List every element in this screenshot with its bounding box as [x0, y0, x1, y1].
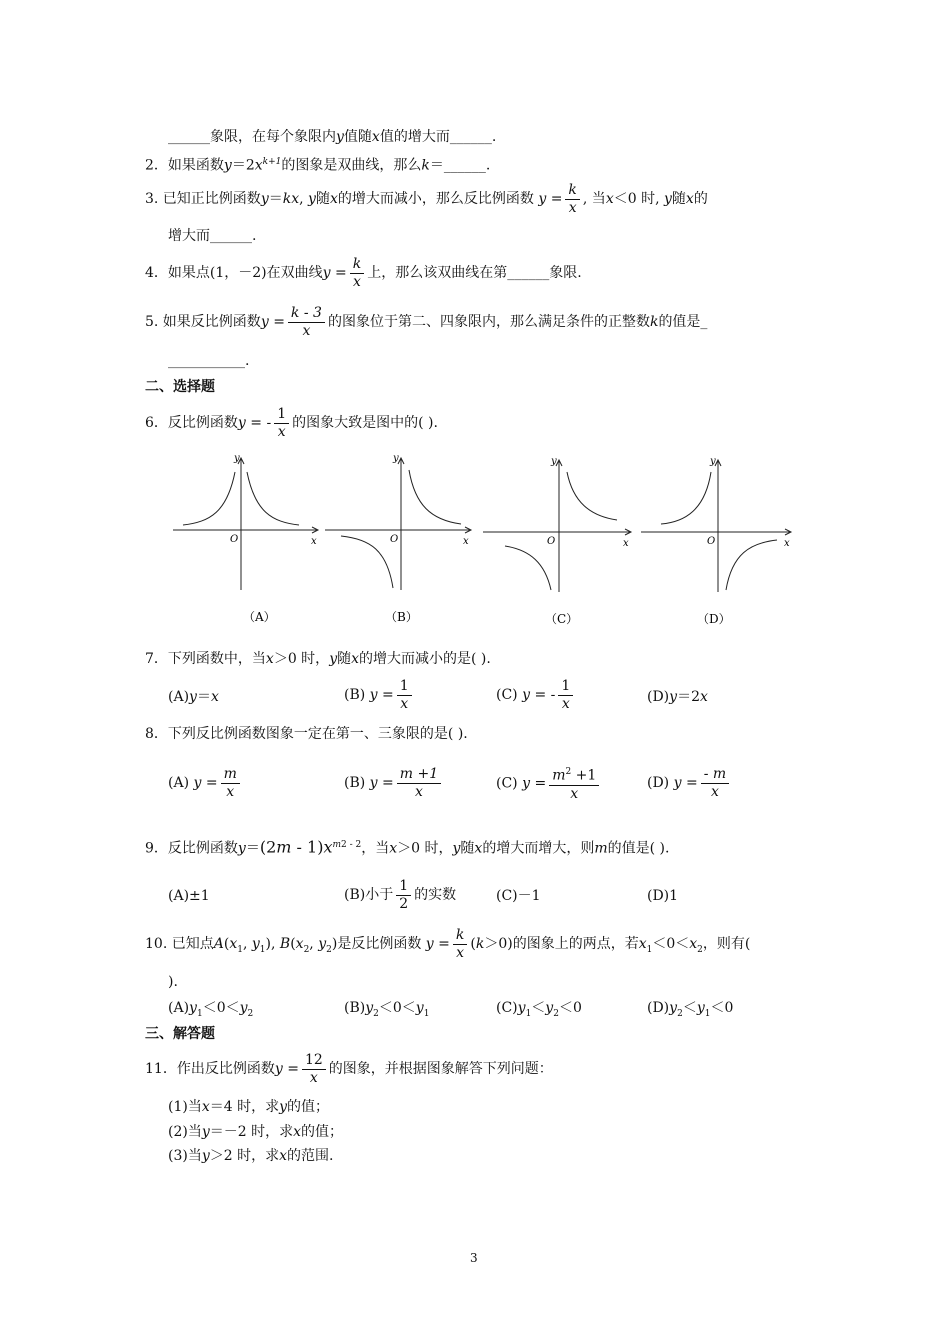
graph-b-label: （B） [385, 610, 418, 624]
q10-option-b: $(B)y_2<0<y_1$ [344, 1000, 430, 1019]
q9-option-b: (B)小于 $\frac{1}{2}$ 的实数 [344, 877, 457, 912]
q9-option-a: (A)±1 [168, 888, 210, 904]
fraction: $\frac{1}{2}$ [396, 878, 411, 913]
graph-c-origin: O [547, 536, 556, 547]
graph-a-label: （A） [243, 610, 276, 624]
question-5: 5. 如果反比例函数y = $\frac{k - 3}{x}$ 的图象位于第二、四象限内，那么满足条件的正整数k的值是_ [145, 304, 708, 339]
section-heading-choice: 二、选择题 [145, 379, 215, 395]
graph-a [173, 458, 318, 590]
fraction: $\frac{k - 3}{x}$ [288, 305, 325, 340]
question-7: 7．下列函数中，当x＞0 时，y随x的增大而减小的是( ). [145, 651, 491, 667]
fraction: $\frac{1}{x}$ [274, 406, 289, 441]
fraction: $\frac{1}{x}$ [397, 678, 412, 713]
section-heading-answer: 三、解答题 [145, 1026, 215, 1042]
graph-d-origin: O [707, 536, 716, 547]
graph-d-label: （D） [697, 612, 731, 626]
q9-option-c: (C)－1 [496, 888, 541, 904]
question-4: 4．如果点(1，－2)在双曲线y = $\frac{k}{x}$ 上，那么该双曲线在第______象限. [145, 255, 582, 290]
q8-option-a: (A) y = $\frac{m}{x}$ [168, 764, 243, 802]
graph-c-label: （C） [545, 612, 579, 626]
q9-option-d: (D)1 [647, 888, 679, 904]
fraction: $\frac{1}{x}$ [558, 678, 573, 713]
q8-option-d: (D) y = $\frac{- m}{x}$ [647, 764, 732, 802]
fraction: $\frac{k}{x}$ [453, 927, 467, 962]
question-8: 8．下列反比例函数图象一定在第一、三象限的是( ). [145, 726, 468, 742]
fraction: $\frac{- m}{x}$ [701, 766, 729, 801]
q7-option-c: (C) y = - $\frac{1}{x}$ [496, 676, 576, 714]
q11-part-3: (3)当y＞2 时，求x的范围. [168, 1148, 334, 1164]
graph-a-y: y [234, 453, 240, 464]
graph-d-y: y [710, 456, 716, 467]
question-10-line2: ). [168, 974, 178, 990]
q7-option-a: (A)y＝x [168, 689, 219, 705]
graph-c-y: y [551, 456, 557, 467]
graph-c-x: x [623, 538, 629, 549]
fraction: $\frac{12}{x}$ [302, 1052, 326, 1087]
q11-part-2: (2)当y＝－2 时，求x的值； [168, 1124, 344, 1140]
question-10: 10. 已知点$A(x_1$, $y_1$), $B(x_2$, $y_2$)是反比例函数 y = $\frac{k}{x}$ (k＞0)的图象上的两点，若$x_1<0<x_2$，则有( [145, 926, 751, 961]
graph-a-origin: O [230, 534, 239, 545]
graph-b [325, 458, 471, 590]
fraction: $\frac{m^2 +1}{x}$ [549, 764, 599, 803]
q8-option-b: (B) y = $\frac{m +1}{x}$ [344, 764, 444, 802]
question-9: 9．反比例函数$y=(2m - 1)x^{m2 - 2}$，当x＞0 时，y随x的增大而增大，则m的值是( ). [145, 837, 670, 857]
q11-part-1: (1)当x＝4 时，求y的值； [168, 1099, 330, 1115]
q8-option-c: (C) y = $\frac{m^2 +1}{x}$ [496, 764, 602, 803]
graph-c [483, 460, 631, 592]
q7-option-b: (B) y = $\frac{1}{x}$ [344, 676, 415, 714]
graph-a-x: x [311, 536, 317, 547]
fraction: $\frac{k}{x}$ [565, 182, 579, 217]
q10-option-a: $(A)y_1<0<y_2$ [168, 1000, 254, 1019]
graph-b-origin: O [390, 534, 399, 545]
q10-option-d: $(D)y_2<y_1<0$ [647, 1000, 734, 1019]
graph-d [641, 460, 791, 592]
question-6: 6．反比例函数y = - $\frac{1}{x}$ 的图象大致是图中的( ). [145, 405, 438, 440]
question-2: 2．如果函数$y=2x^{k+1}$的图象是双曲线，那么k＝______. [145, 157, 491, 174]
question-3-line2: 增大而______. [168, 228, 257, 244]
graph-b-y: y [393, 453, 399, 464]
graph-d-x: x [784, 538, 790, 549]
question-11: 11．作出反比例函数y = $\frac{12}{x}$ 的图象，并根据图象解答下列问题： [145, 1051, 553, 1086]
page-number: 3 [470, 1251, 478, 1265]
hyperbola-graphs [165, 450, 805, 635]
q7-option-d: (D)y＝2x [647, 689, 708, 705]
fraction: $\frac{m +1}{x}$ [397, 766, 441, 801]
fraction: $\frac{k}{x}$ [350, 256, 364, 291]
q1-tail: ______象限，在每个象限内y值随x值的增大而______. [168, 129, 497, 145]
q10-option-c: $(C)y_1<y_2<0$ [496, 1000, 582, 1019]
question-3: 3. 已知正比例函数y＝kx, y随x的增大而减小，那么反比例函数 y = $\frac{k}{x}$ , 当x＜0 时, y随x的 [145, 181, 708, 216]
fraction: $\frac{m}{x}$ [221, 766, 240, 801]
question-5-line2: ___________. [168, 353, 250, 369]
graph-b-x: x [463, 536, 469, 547]
